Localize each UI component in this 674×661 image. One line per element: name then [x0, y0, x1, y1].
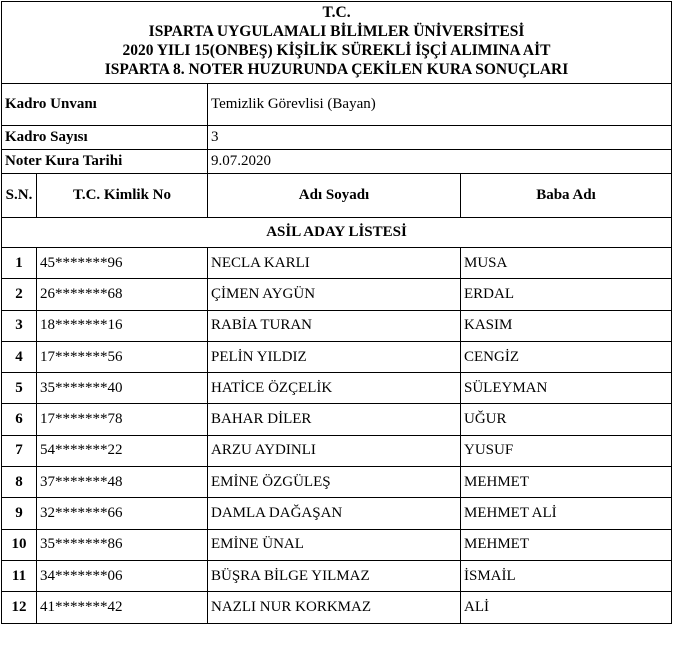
kadro-unvani-value: Temizlik Görevlisi (Bayan) [208, 84, 672, 126]
row-baba-adi: MEHMET ALİ [461, 498, 672, 529]
kadro-sayisi-row [2, 126, 672, 150]
table-row [2, 592, 672, 623]
row-sn: 11 [2, 560, 37, 591]
row-adi-soyadi: RABİA TURAN [208, 310, 461, 341]
title-line: ISPARTA UYGULAMALI BİLİMLER ÜNİVERSİTESİ [148, 23, 525, 40]
row-baba-adi: UĞUR [461, 404, 672, 435]
column-header-row [2, 174, 672, 218]
table-row [2, 467, 672, 498]
table-row [2, 435, 672, 466]
row-tc-kimlik-no: 18*******16 [37, 310, 208, 341]
row-baba-adi: ALİ [461, 592, 672, 623]
row-sn: 9 [2, 498, 37, 529]
row-baba-adi: MEHMET [461, 467, 672, 498]
table-row [2, 279, 672, 310]
document-title [2, 2, 672, 84]
noter-tarihi-value: 9.07.2020 [208, 150, 672, 174]
results-table [1, 1, 672, 624]
title-row [2, 2, 672, 84]
row-adi-soyadi: NAZLI NUR KORKMAZ [208, 592, 461, 623]
row-tc-kimlik-no: 54*******22 [37, 435, 208, 466]
row-baba-adi: İSMAİL [461, 560, 672, 591]
row-baba-adi: YUSUF [461, 435, 672, 466]
table-row [2, 560, 672, 591]
kadro-sayisi-value: 3 [208, 126, 672, 150]
row-adi-soyadi: PELİN YILDIZ [208, 341, 461, 372]
row-sn: 1 [2, 248, 37, 279]
row-tc-kimlik-no: 17*******78 [37, 404, 208, 435]
row-tc-kimlik-no: 45*******96 [37, 248, 208, 279]
row-adi-soyadi: DAMLA DAĞAŞAN [208, 498, 461, 529]
row-sn: 3 [2, 310, 37, 341]
table-row [2, 498, 672, 529]
noter-tarihi-label: Noter Kura Tarihi [2, 150, 208, 174]
row-baba-adi: MUSA [461, 248, 672, 279]
table-row [2, 404, 672, 435]
row-adi-soyadi: ARZU AYDINLI [208, 435, 461, 466]
table-row [2, 341, 672, 372]
row-baba-adi: KASIM [461, 310, 672, 341]
row-adi-soyadi: EMİNE ÖZGÜLEŞ [208, 467, 461, 498]
row-sn: 5 [2, 373, 37, 404]
column-header-father: Baba Adı [461, 174, 672, 218]
table-row [2, 373, 672, 404]
column-header-sn: S.N. [2, 174, 37, 218]
row-baba-adi: MEHMET [461, 529, 672, 560]
table-row [2, 310, 672, 341]
row-adi-soyadi: BAHAR DİLER [208, 404, 461, 435]
column-header-name: Adı Soyadı [208, 174, 461, 218]
kadro-unvani-label: Kadro Unvanı [2, 84, 208, 126]
row-tc-kimlik-no: 35*******40 [37, 373, 208, 404]
row-adi-soyadi: HATİCE ÖZÇELİK [208, 373, 461, 404]
row-tc-kimlik-no: 32*******66 [37, 498, 208, 529]
row-sn: 6 [2, 404, 37, 435]
row-adi-soyadi: NECLA KARLI [208, 248, 461, 279]
table-row [2, 529, 672, 560]
table-row [2, 248, 672, 279]
row-sn: 8 [2, 467, 37, 498]
title-line: ISPARTA 8. NOTER HUZURUNDA ÇEKİLEN KURA SONUÇLARI [104, 61, 569, 78]
row-tc-kimlik-no: 34*******06 [37, 560, 208, 591]
row-sn: 12 [2, 592, 37, 623]
title-line: T.C. [322, 4, 351, 21]
title-line: 2020 YILI 15(ONBEŞ) KİŞİLİK SÜREKLİ İŞÇİ ALIMINA AİT [122, 42, 551, 59]
row-sn: 7 [2, 435, 37, 466]
row-sn: 2 [2, 279, 37, 310]
row-sn: 10 [2, 529, 37, 560]
row-tc-kimlik-no: 37*******48 [37, 467, 208, 498]
row-tc-kimlik-no: 41*******42 [37, 592, 208, 623]
row-tc-kimlik-no: 35*******86 [37, 529, 208, 560]
row-tc-kimlik-no: 17*******56 [37, 341, 208, 372]
row-sn: 4 [2, 341, 37, 372]
row-baba-adi: ERDAL [461, 279, 672, 310]
kadro-sayisi-label: Kadro Sayısı [2, 126, 208, 150]
section-row [2, 218, 672, 248]
noter-tarihi-row [2, 150, 672, 174]
row-adi-soyadi: BÜŞRA BİLGE YILMAZ [208, 560, 461, 591]
row-baba-adi: SÜLEYMAN [461, 373, 672, 404]
row-adi-soyadi: EMİNE ÜNAL [208, 529, 461, 560]
row-adi-soyadi: ÇİMEN AYGÜN [208, 279, 461, 310]
row-baba-adi: CENGİZ [461, 341, 672, 372]
column-header-tc: T.C. Kimlik No [37, 174, 208, 218]
kadro-unvani-row [2, 84, 672, 126]
section-title: ASİL ADAY LİSTESİ [2, 218, 672, 248]
row-tc-kimlik-no: 26*******68 [37, 279, 208, 310]
